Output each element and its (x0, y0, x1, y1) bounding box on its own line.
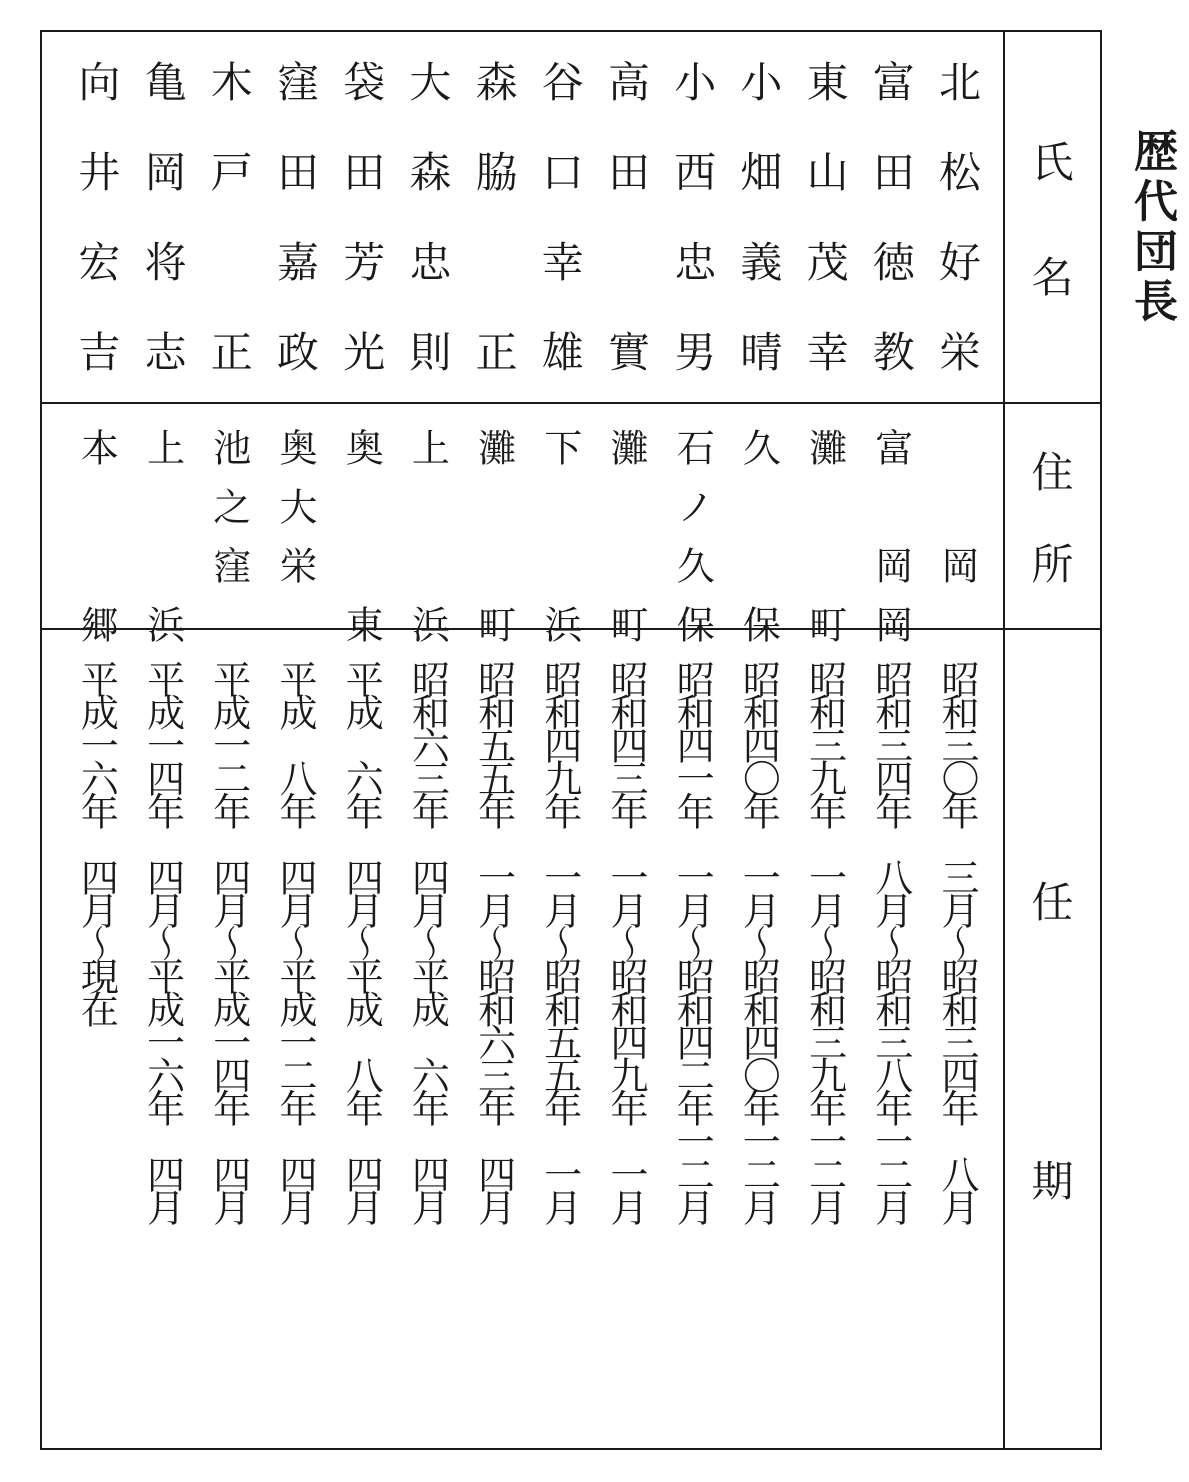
leader-name: 東山茂幸 (800, 60, 850, 420)
leader-term: 昭和三〇年 三月〜昭和三四年 八月 (935, 660, 979, 1221)
leader-address: 灘 町 (802, 428, 847, 664)
leader-name: 高田 實 (602, 60, 651, 420)
header-name (1005, 32, 1100, 402)
leader-term: 昭和四九年 一月〜昭和五五年 一月 (537, 660, 582, 1221)
leader-address: 富 岡岡 (868, 428, 913, 664)
leader-address: 石ノ久保 (670, 428, 715, 664)
leader-name: 小畑義晴 (734, 60, 784, 420)
leader-term: 昭和四一年 一月〜昭和四二年一二月 (670, 660, 715, 1221)
leader-term: 昭和三四年 八月〜昭和三八年一二月 (868, 660, 913, 1221)
leader-term: 昭和五五年 一月〜昭和六三年 四月 (471, 660, 516, 1221)
leader-name: 袋田芳光 (337, 60, 387, 420)
leader-name: 木戸 正 (204, 60, 254, 420)
leader-name: 北松好栄 (933, 60, 982, 420)
leader-address: 奥 東 (339, 428, 384, 664)
leader-term: 平成一四年 四月〜平成一六年 四月 (140, 660, 185, 1221)
leader-name: 亀岡将志 (138, 60, 188, 420)
header-address-char-1: 所 (1031, 540, 1074, 589)
leader-address: 上 浜 (405, 428, 450, 664)
leader-name: 大森忠則 (403, 60, 453, 420)
leader-term: 昭和四三年 一月〜昭和四九年 一月 (604, 660, 648, 1221)
leader-name: 窪田嘉政 (271, 60, 320, 420)
leader-term: 昭和三九年 一月〜昭和三九年一二月 (802, 660, 847, 1221)
leader-address: 池之窪 (206, 428, 251, 605)
leader-name: 富田徳教 (866, 60, 916, 420)
leader-term: 昭和四〇年 一月〜昭和四〇年一二月 (736, 660, 781, 1221)
leader-address: 本 郷 (74, 428, 119, 664)
leader-address: 下 浜 (537, 428, 582, 664)
leader-name: 森脇 正 (469, 60, 519, 420)
leader-address: 灘 町 (604, 428, 648, 664)
leader-name: 小西忠男 (668, 60, 718, 420)
header-term-char-0: 任 (1031, 877, 1074, 927)
leader-address: 灘 町 (471, 428, 516, 664)
header-term-char-1: 期 (1031, 1156, 1074, 1206)
leader-term: 平成一二年 四月〜平成一四年 四月 (206, 660, 251, 1221)
header-address-char-0: 住 (1031, 448, 1074, 497)
leader-address: 久 保 (736, 428, 781, 664)
leader-term: 平成一六年 四月〜現在 (74, 660, 119, 1023)
page-title: 歴代団長 (1126, 128, 1177, 328)
header-term (1005, 630, 1100, 1448)
leader-address: 岡 (935, 428, 979, 605)
leader-name: 向井宏吉 (72, 60, 122, 420)
leader-term: 平成 八年 四月〜平成一二年 四月 (273, 660, 317, 1221)
leader-name: 谷口幸雄 (535, 60, 585, 420)
header-name-char-0: 氏 (1031, 137, 1074, 187)
header-name-char-1: 名 (1031, 252, 1074, 302)
leader-term: 平成 六年 四月〜平成 八年 四月 (339, 660, 384, 1221)
header-address (1005, 404, 1100, 628)
leader-address: 上 浜 (140, 428, 185, 664)
leader-term: 昭和六三年 四月〜平成 六年 四月 (405, 660, 450, 1221)
leader-address: 奥大栄 (273, 428, 317, 605)
